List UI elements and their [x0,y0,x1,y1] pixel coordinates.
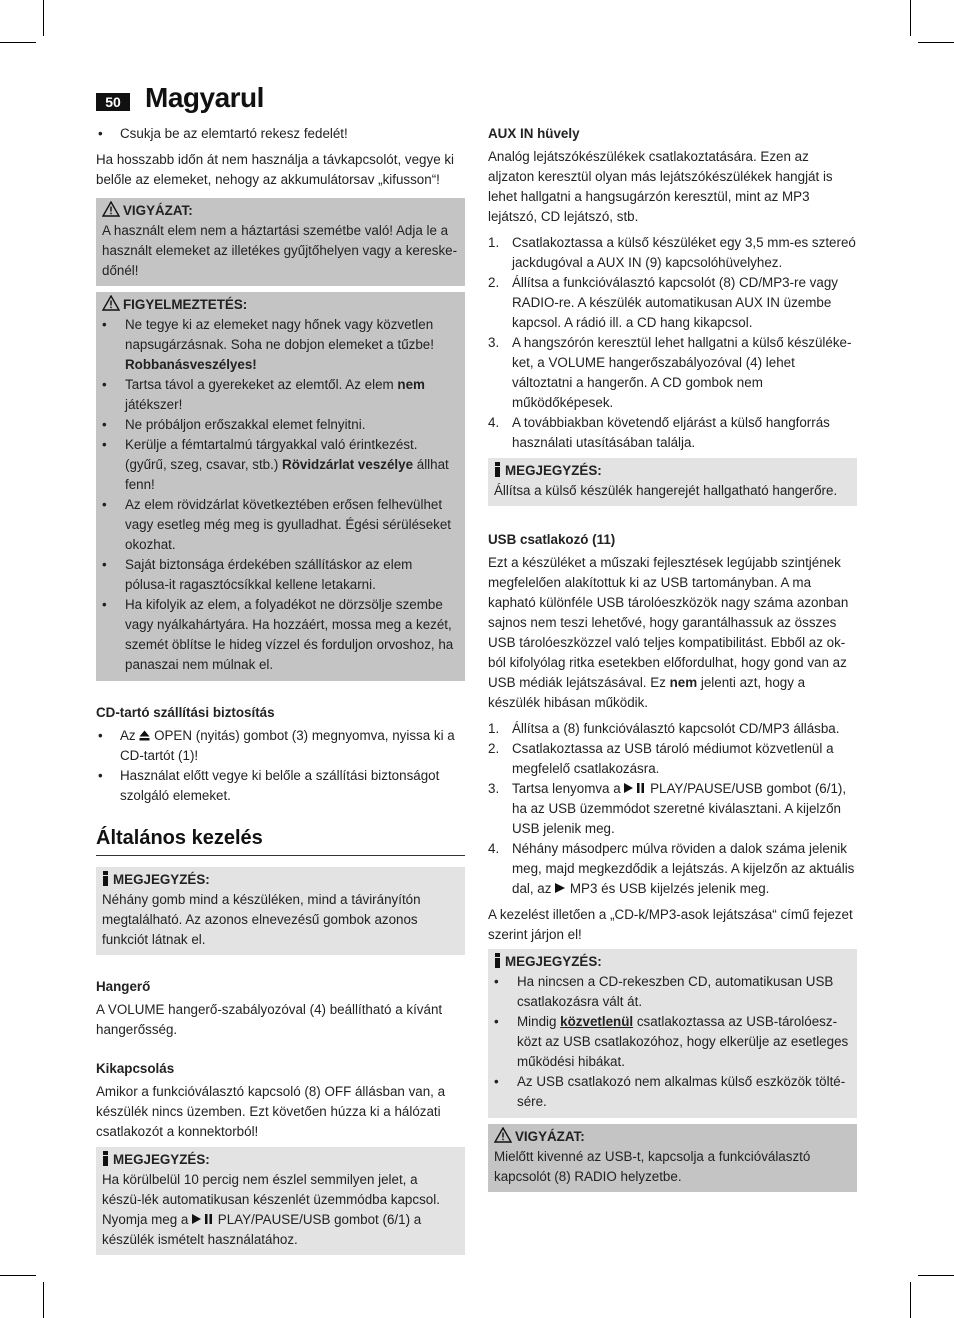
note-box [488,949,857,1118]
cd-transport-heading: CD-tartó szállítási biztosítás [96,705,275,720]
caution-text: A használt elem nem a háztartási szemétbe való! Adja le a használt elemeket az illetékes gyűjtőhelyen vagy a kereske-dőnél! [102,223,458,278]
list-item: • Ha kifolyik az elem, a folyadékot ne dörzsölje szembe vagy nyálkahártyára. Ha hozzáért, mossa meg a kezét, szemét öblítse le hideg vízzel és forduljon orvoshoz, ha panaszai nem múlnak el. [102,595,459,675]
note-heading: MEGJEGYZÉS: [505,463,602,478]
crop-mark [918,42,954,43]
volume-text: A VOLUME hangerő-szabályozóval (4) beállítható a kívánt hangerősség. [96,1002,443,1037]
list-item: • Az USB csatlakozó nem alkalmas külső eszközök tölté-sére. [494,1072,851,1112]
warning-list [102,315,459,675]
note-heading: MEGJEGYZÉS: [113,1152,210,1167]
warning-triangle-icon [102,295,120,311]
eject-icon [139,730,150,741]
list-item: • Ne próbáljon erőszakkal elemet felnyitni. [102,415,459,435]
caution-box [488,1124,857,1192]
warning-box [96,292,465,681]
section-heading-general: Általános kezelés [96,826,465,856]
crop-mark [910,0,911,36]
warning-heading: FIGYELMEZTETÉS: [123,297,248,312]
caution-box [96,198,465,286]
info-icon [102,1151,109,1166]
note-heading: MEGJEGYZÉS: [505,954,602,969]
list-item: 4. A továbbiakban követendő eljárást a külső hangforrás használati utasításában találja. [488,415,830,450]
note-box [488,458,857,506]
usb-after-text: A kezelést illetően a „CD-k/MP3-asok lejátszása“ című fejezet szerint járjon el! [488,907,853,942]
crop-mark [43,1282,44,1318]
caution-heading: VIGYÁZAT: [123,203,193,218]
warning-triangle-icon [102,201,120,217]
list-item: 4. Néhány másodperc múlva röviden a dalok száma jelenik meg, majd megkezdődik a lejátszás. A kijelzőn az aktuális dal, az MP3 és USB kijelzés jelenik meg. [488,841,855,896]
info-icon [102,871,109,886]
note-heading: MEGJEGYZÉS: [113,872,210,887]
caution-heading: VIGYÁZAT: [515,1129,585,1144]
crop-mark [918,1275,954,1276]
crop-mark [0,42,36,43]
list-item: • Saját biztonsága érdekében szállításkor az elem pólusa-it ragasztócsíkkal kellene letakarni. [102,555,459,595]
info-icon [494,953,501,968]
note-box [96,867,465,955]
usb-heading: USB csatlakozó (11) [488,532,616,547]
note-text: Állítsa a külső készülék hangerejét hallgatható hangerőre. [494,483,838,498]
bullet-list [96,124,465,144]
page-number: 50 [96,93,130,111]
note-list [494,972,851,1112]
left-column [96,124,465,1255]
list-item: 3. A hangszórón keresztül lehet hallgatni a külső készüléke-ket, a VOLUME hangerőszabályozóval (4) lehet változtatni a hangerőn. A CD gombok nem működőképesek. [488,335,852,410]
aux-heading: AUX IN hüvely [488,126,580,141]
usb-steps [488,719,857,899]
play-icon [555,883,566,893]
crop-mark [910,1282,911,1318]
aux-text: Analóg lejátszókészülékek csatlakoztatására. Ezen az aljzaton keresztül olyan más lejátszókészülékek hangját is lehet hallgatni a hangsugárzón keresztül, mint az MP3 lejátszó, CD lejátszó, stb. [488,149,833,224]
caution-text: Mielőtt kivenné az USB-t, kapcsolja a funkcióválasztó kapcsolót (8) RADIO helyzetbe. [494,1149,811,1184]
warning-triangle-icon [494,1127,512,1143]
play-pause-icon [192,1214,214,1224]
list-item: • Mindig közvetlenül csatlakoztassa az USB-tárolóesz-közt az USB csatlakozóhoz, hogy elkerülje az esetleges működési hibákat. [494,1012,851,1072]
list-item: • Csukja be az elemtartó rekesz fedelét! [96,124,465,144]
info-icon [494,462,501,477]
cd-transport-list [96,726,465,806]
list-item: 2. Állítsa a funkcióválasztó kapcsolót (8) CD/MP3-re vagy RADIO-re. A készülék automatikusan AUX IN üzembe kapcsol. A rádió ill. a CD hang kikapcsol. [488,275,838,330]
list-item: • Használat előtt vegye ki belőle a szállítási biztonságot szolgáló elemeket. [96,766,465,806]
note-text: Ha körülbelül 10 percig nem észlel semmilyen jelet, a készü-lék automatikusan készenlét üzemmódba kapcsol. Nyomja meg a PLAY/PAUSE/USB gombot (6/1) a készülék ismételt használatához. [102,1172,440,1247]
poweroff-text: Amikor a funkcióválasztó kapcsoló (8) OFF állásban van, a készülék nincs üzemben. Ezt követően húzza ki a hálózati csatlakozót a konnektorból! [96,1084,446,1139]
list-item: 2. Csatlakoztassa az USB tároló médiumot közvetlenül a megfelelő csatlakozásra. [488,741,834,776]
paragraph-remove-batteries: Ha hosszabb időn át nem használja a távkapcsolót, vegye ki belőle az elemeket, nehogy az akkumulátorsav „kifusson“! [96,152,455,187]
note-text: Néhány gomb mind a készüléken, mind a távirányítón megtalálható. Az azonos elnevezésű gombok azonos funkciót látnak el. [102,892,421,947]
crop-mark [43,0,44,36]
list-item: • Az OPEN (nyitás) gombot (3) megnyomva, nyissa ki a CD-tartót (1)! [96,726,465,766]
aux-steps [488,233,857,453]
list-item: • Tartsa távol a gyerekeket az elemtől. Az elem nem játékszer! [102,375,459,415]
list-item: 1. Csatlakoztassa a külső készüléket egy 3,5 mm-es sztereó jackdugóval a AUX IN (9) kapcsolóhüvelyhez. [488,235,856,270]
list-item: • Ne tegye ki az elemeket nagy hőnek vagy közvetlen napsugárzásnak. Soha ne dobjon elemeket a tűzbe! Robbanásveszélyes! [102,315,459,375]
play-pause-icon [624,783,646,793]
list-item: • Kerülje a fémtartalmú tárgyakkal való érintkezést. (gyűrű, szeg, csavar, stb.) Rövidzárlat veszélye állhat fenn! [102,435,459,495]
list-item: • Ha nincsen a CD-rekeszben CD, automatikusan USB csatlakozásra vált át. [494,972,851,1012]
poweroff-heading: Kikapcsolás [96,1061,175,1076]
note-box [96,1147,465,1255]
volume-heading: Hangerő [96,979,151,994]
list-item: 1. Állítsa a (8) funkcióválasztó kapcsolót CD/MP3 állásba. [488,721,840,736]
usb-text: Ezt a készüléket a műszaki fejlesztések legújabb szintjének megfelelően alakítottuk ki az USB tartományban. A ma kapható különféle USB tárolóeszközök nagy száma azonban sajnos nem teszi lehetővé, hogy garantálhassuk az összes USB tárolóeszközzel való teljes kompatibilitást. Ebből az ok-ból kifolyólag ritka esetekben előfordulhat, hogy gond van az USB médiák lejátszásával. Ez nem jelenti azt, hogy a készülék hibásan működik. [488,555,849,710]
right-column [488,124,857,1192]
list-item: • Az elem rövidzárlat következtében erősen felhevülhet vagy esetleg még meg is gyulladhat. Égési sérüléseket okozhat. [102,495,459,555]
crop-mark [0,1275,36,1276]
list-item: 3. Tartsa lenyomva a PLAY/PAUSE/USB gombot (6/1), ha az USB üzemmódot szeretné kiválasztani. A kijelzőn USB jelenik meg. [488,781,847,836]
page-title: Magyarul [145,82,264,113]
